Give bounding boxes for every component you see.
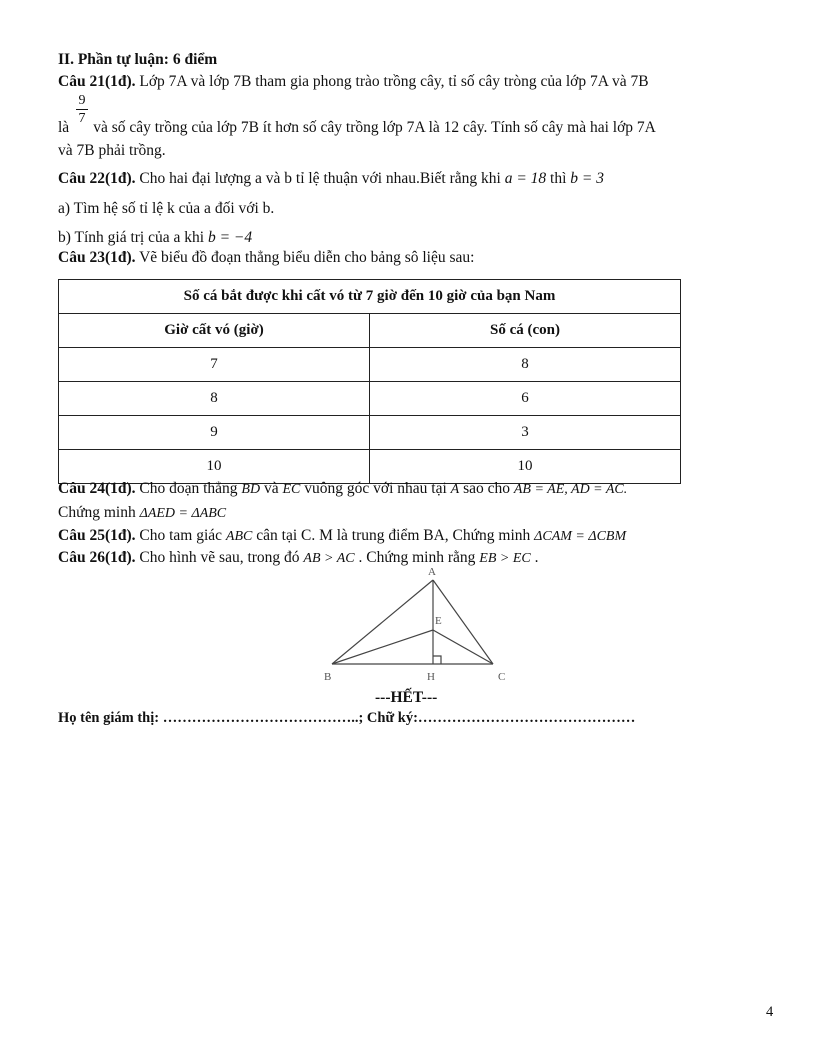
question-26: Câu 26(1đ). Cho hình vẽ sau, trong đó AB > AC . Chứng minh rằng EB > EC . [58,549,539,566]
segment-EC [433,630,493,664]
question-21-line-3: và 7B phải trồng. [58,142,166,159]
table-row: 8 6 [59,382,681,416]
right-angle-mark [433,656,441,664]
segment-BE [332,630,433,664]
question-26-label: Câu 26(1đ). [58,549,136,566]
segment-AC [433,580,493,664]
question-24-line-1: Câu 24(1đ). Cho đoạn thẳng BD và EC vuông góc với nhau tại A sao cho AB = AE, AD = AC. [58,480,628,497]
label-C: C [498,671,506,683]
question-25-label: Câu 25(1đ). [58,527,136,544]
table-caption: Số cá bắt được khi cất vó từ 7 giờ đến 10 giờ của bạn Nam [59,280,681,314]
question-22-part-b: b) Tính giá trị của a khi b = −4 [58,229,253,246]
question-21-line-2: là và số cây trồng của lớp 7B ít hơn số cây trồng lớp 7A là 12 cây. Tính số cây mà hai lớp 7A [58,119,656,136]
question-21-line-1: Câu 21(1đ). Lớp 7A và lớp 7B tham gia phong trào trồng cây, tỉ số cây tròng của lớp 7A và 7B [58,73,649,90]
triangle-figure [318,562,518,687]
proctor-signature-line: Họ tên giám thị: …………………………………..; Chữ ký:……………………………………… [58,710,636,726]
section-title: II. Phần tự luận: 6 điểm [58,51,218,68]
label-H: H [427,671,435,683]
question-24-line-2: Chứng minh ΔAED = ΔABC [58,504,227,521]
label-E: E [435,615,442,627]
question-21-label: Câu 21(1đ). [58,73,136,90]
table-row: 9 3 [59,416,681,450]
question-23-label: Câu 23(1đ). [58,249,136,266]
label-A: A [428,566,436,578]
question-23: Câu 23(1đ). Vẽ biểu đồ đoạn thẳng biểu diễn cho bảng sô liệu sau: [58,249,475,266]
header-fish-count: Số cá (con) [370,314,681,348]
end-marker: ---HẾT--- [375,689,438,706]
fraction-9-7: $\frac{9}{7}$ [76,93,88,126]
table-row: 7 8 [59,348,681,382]
question-24-label: Câu 24(1đ). [58,480,136,497]
question-25: Câu 25(1đ). Cho tam giác ABC cân tại C. M là trung điểm BA, Chứng minh ΔCAM = ΔCBM [58,527,627,544]
segment-AB [332,580,433,664]
table-header-row [59,314,681,348]
question-22-part-a: a) Tìm hệ số tỉ lệ k của a đối với b. [58,200,275,217]
header-hour: Giờ cất vó (giờ) [59,314,370,348]
table-row: 10 10 [59,450,681,484]
table-caption-row [59,280,681,314]
question-22-label: Câu 22(1đ). [58,170,136,187]
question-22-line-1: Câu 22(1đ). Cho hai đại lượng a và b tỉ lệ thuận với nhau.Biết rằng khi a = 18 thì b = 3 [58,170,604,187]
page-number: 4 [766,1004,774,1020]
label-B: B [324,671,332,683]
fish-data-table [58,279,681,484]
